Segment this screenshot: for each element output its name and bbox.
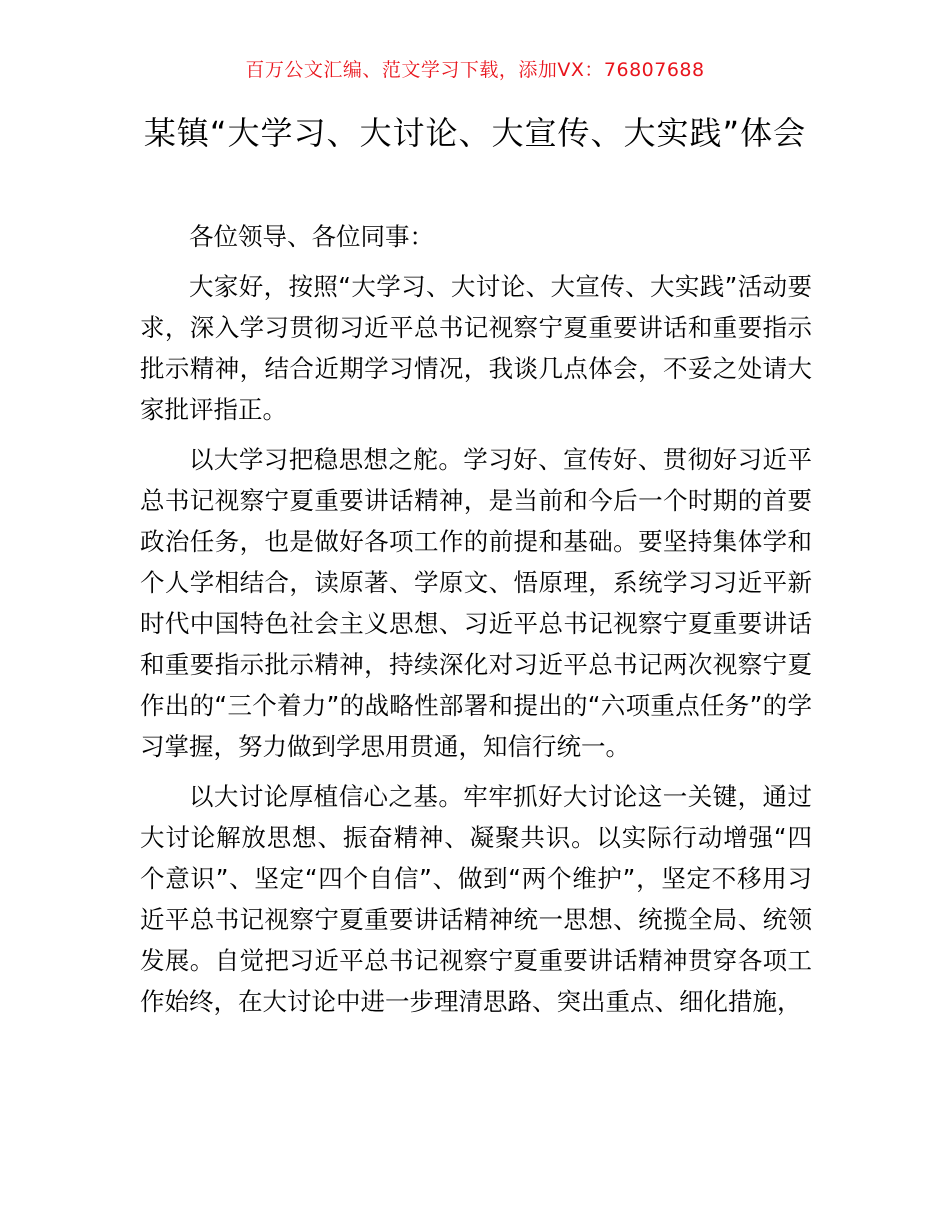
study-paragraph: 以大学习把稳思想之舵。学习好、宣传好、贯彻好习近平总书记视察宁夏重要讲话精神，是当前和今后一个时期的首要政治任务，也是做好各项工作的前提和基础。要坚持集体学和个人学相结合，读原著、学原文、悟原理，系统学习习近平新时代中国特色社会主义思想、习近平总书记视察宁夏重要讲话和重要指示批示精神，持续深化对习近平总书记两次视察宁夏作出的“三个着力”的战略性部署和提出的“六项重点任务”的学习掌握，努力做到学思用贯通，知信行统一。 — [140, 445, 812, 761]
salutation-paragraph: 各位领导、各位同事： — [189, 222, 434, 251]
discussion-paragraph: 以大讨论厚植信心之基。牢牢抓好大讨论这一关键，通过大讨论解放思想、振奋精神、凝聚共识。以实际行动增强“四个意识”、坚定“四个自信”、做到“两个维护”，坚定不移用习近平总书记视察宁夏重要讲话精神统一思想、统揽全局、统领发展。自觉把习近平总书记视察宁夏重要讲话精神贯穿各项工作始终，在大讨论中进一步理清思路、突出重点、细化措施， — [140, 782, 812, 1016]
intro-paragraph: 大家好，按照“大学习、大讨论、大宣传、大实践”活动要求，深入学习贯彻习近平总书记视察宁夏重要讲话和重要指示批示精神，结合近期学习情况，我谈几点体会，不妥之处请大家批评指正。 — [140, 272, 812, 424]
document-body — [140, 216, 812, 1031]
document-title: 某镇“大学习、大讨论、大宣传、大实践”体会 — [143, 114, 807, 152]
header-banner: 百万公文汇编、范文学习下载，添加VX：76807688 — [245, 59, 705, 81]
